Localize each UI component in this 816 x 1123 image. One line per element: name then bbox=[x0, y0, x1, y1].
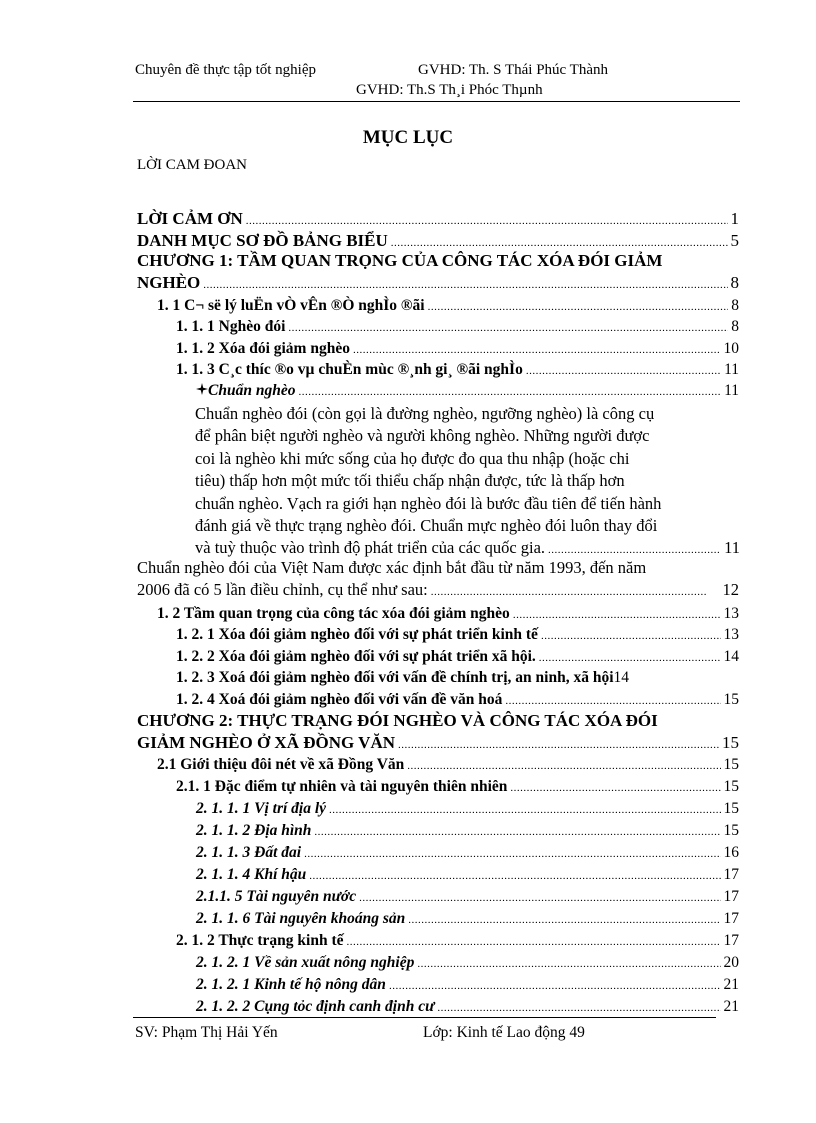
toc-entry[interactable]: LỜI CẢM ƠN ..... 1 bbox=[137, 209, 739, 229]
loi-cam-doan-heading: LỜI CAM ĐOAN bbox=[137, 157, 247, 173]
footer-student: SV: Phạm Thị Hải Yến bbox=[135, 1024, 278, 1041]
toc-entry-chapter-1[interactable]: CHƯƠNG 1: TẦM QUAN TRỌNG CỦA CÔNG TÁC XÓA ĐÓI GIẢM bbox=[137, 251, 663, 270]
header-advisor: GVHD: Th. S Thái Phúc Thành bbox=[418, 62, 608, 78]
toc-entry[interactable]: 2. 1. 2. 2 Cụng tỏc định canh định cư ..... 21 bbox=[196, 998, 739, 1016]
toc-entry[interactable]: 2. 1. 2. 1 Kinh tế hộ nông dân ..... 21 bbox=[196, 976, 739, 994]
diamond-bullet-icon bbox=[196, 382, 208, 400]
toc-entry[interactable]: DANH MỤC SƠ ĐỒ BẢNG BIỂU ..... 5 bbox=[137, 231, 739, 251]
vietnam-poverty-paragraph: Chuẩn nghèo đói của Việt Nam được xác định bắt đầu từ năm 1993, đến năm 2006 đã có 5 lần điều chỉnh, cụ thể như sau: ..... 12 bbox=[137, 557, 739, 602]
toc-entry[interactable]: 1. 2. 3 Xoá đói giảm nghèo đối với vấn đề chính trị, an ninh, xã hội 14 bbox=[176, 669, 630, 686]
footer-class: Lớp: Kinh tế Lao động 49 bbox=[423, 1024, 585, 1041]
toc-entry[interactable]: 1. 2. 1 Xóa đói giảm nghèo đối với sự phát triển kinh tế ..... 13 bbox=[176, 626, 739, 644]
footer-divider bbox=[133, 1017, 716, 1018]
toc-entry[interactable]: 2. 1. 2. 1 Về sản xuất nông nghiệp ..... 20 bbox=[196, 954, 739, 972]
toc-entry[interactable]: 2. 1. 1. 2 Địa hình ..... 15 bbox=[196, 822, 739, 840]
toc-entry[interactable]: 2. 1. 1. 6 Tài nguyên khoáng sản ..... 17 bbox=[196, 910, 739, 928]
toc-entry[interactable]: 2. 1. 1. 4 Khí hậu ..... 17 bbox=[196, 866, 739, 884]
toc-entry[interactable]: 1. 2 Tầm quan trọng của công tác xóa đói giảm nghèo ..... 13 bbox=[157, 605, 739, 623]
toc-entry[interactable]: 2.1.1. 5 Tài nguyên nước ..... 17 bbox=[196, 888, 739, 906]
toc-entry[interactable]: 2.1. 1 Đặc điểm tự nhiên và tài nguyên thiên nhiên ..... 15 bbox=[176, 778, 739, 796]
page-title: MỤC LỤC bbox=[362, 127, 454, 148]
toc-entry[interactable]: 2.1 Giới thiệu đôi nét về xã Đồng Văn ..... 15 bbox=[157, 756, 739, 774]
toc-entry-chapter-2-cont[interactable]: GIẢM NGHÈO Ở XÃ ĐỒNG VĂN ..... 15 bbox=[137, 733, 739, 753]
chuan-ngheo-paragraph: Chuẩn nghèo đói (còn gọi là đường nghèo, ngưỡng nghèo) là công cụ để phân biệt người nghèo và người không nghèo. Những người được coi là nghèo khi mức sống của họ được đo qua thu nhập (hoặc chi tiêu) thấp hơn một mức tối thiểu chấp nhận được, tức là thấp hơn chuẩn nghèo. Vạch ra giới hạn nghèo đói là bước đầu tiên để tiến hành đánh giá về thực trạng nghèo đói. Chuẩn mực nghèo đói luôn thay đổi và tuỳ thuộc vào trình độ phát triển của các quốc gia. ..... 11 bbox=[195, 403, 740, 560]
toc-entry[interactable]: 1. 2. 2 Xóa đói giảm nghèo đối với sự phát triển xã hội. ..... 14 bbox=[176, 648, 739, 666]
toc-entry[interactable]: 1. 2. 4 Xoá đói giảm nghèo đối với vấn đề văn hoá ..... 15 bbox=[176, 691, 739, 709]
toc-entry-chapter-2[interactable]: CHƯƠNG 2: THỰC TRẠNG ĐÓI NGHÈO VÀ CÔNG TÁC XÓA ĐÓI bbox=[137, 711, 658, 730]
header-course: Chuyên đề thực tập tốt nghiệp bbox=[135, 62, 317, 78]
toc-entry[interactable]: Chuẩn nghèo ..... 11 bbox=[196, 382, 739, 400]
toc-entry-chapter-1-cont[interactable]: NGHÈO ..... 8 bbox=[137, 273, 739, 293]
toc-entry[interactable]: 2. 1. 2 Thực trạng kinh tế ..... 17 bbox=[176, 932, 739, 950]
toc-entry[interactable]: 1. 1. 3 C¸c thíc ®o vµ chuÈn mùc ®¸nh gi¸ ®ãi nghÌo ..... 11 bbox=[176, 361, 739, 379]
header-divider bbox=[133, 101, 740, 102]
toc-entry[interactable]: 2. 1. 1. 3 Đất đai ..... 16 bbox=[196, 844, 739, 862]
toc-entry[interactable]: 1. 1. 1 Nghèo đói ..... 8 bbox=[176, 318, 739, 336]
toc-entry[interactable]: 1. 1 C¬ së lý luËn vÒ vÊn ®Ò nghÌo ®ãi ..... 8 bbox=[157, 297, 739, 315]
toc-entry[interactable]: 1. 1. 2 Xóa đói giảm nghèo ..... 10 bbox=[176, 340, 739, 358]
header-advisor-legacy: GVHD: Th.S Th¸i Phóc Thµnh bbox=[356, 82, 543, 98]
toc-entry[interactable]: 2. 1. 1. 1 Vị trí địa lý ..... 15 bbox=[196, 800, 739, 818]
